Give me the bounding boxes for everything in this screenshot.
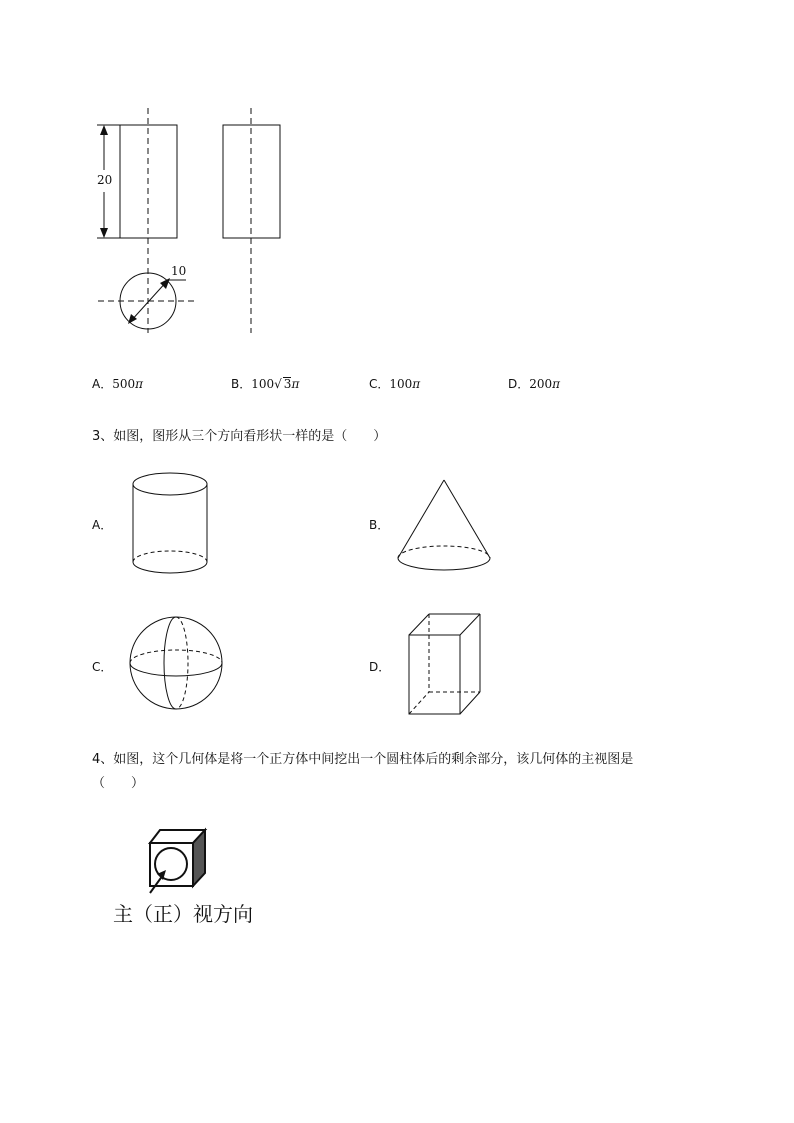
- q3-label-a[interactable]: A．: [92, 518, 113, 532]
- q4-text-line1: 4、如图，这个几何体是将一个正方体中间挖出一个圆柱体后的剩余部分，该几何体的主视图是: [92, 752, 634, 767]
- q2-option-c[interactable]: C．100π: [369, 377, 421, 391]
- q2-option-b[interactable]: B．100√ 3π: [231, 377, 300, 391]
- q3-text: 3、如图，图形从三个方向看形状一样的是（ ）: [92, 429, 387, 444]
- view-direction-caption: 主（正）视方向: [113, 902, 253, 926]
- q3-label-d[interactable]: D．: [369, 660, 391, 674]
- q4-text-line2: （ ）: [92, 776, 145, 791]
- q3-label-c[interactable]: C．: [92, 660, 113, 674]
- q2-option-d[interactable]: D．200π: [508, 377, 561, 391]
- q2-option-a[interactable]: A．500π: [92, 377, 144, 391]
- diameter-label: 10: [171, 264, 187, 278]
- q3-label-b[interactable]: B．: [369, 518, 390, 532]
- height-label: 20: [97, 173, 113, 187]
